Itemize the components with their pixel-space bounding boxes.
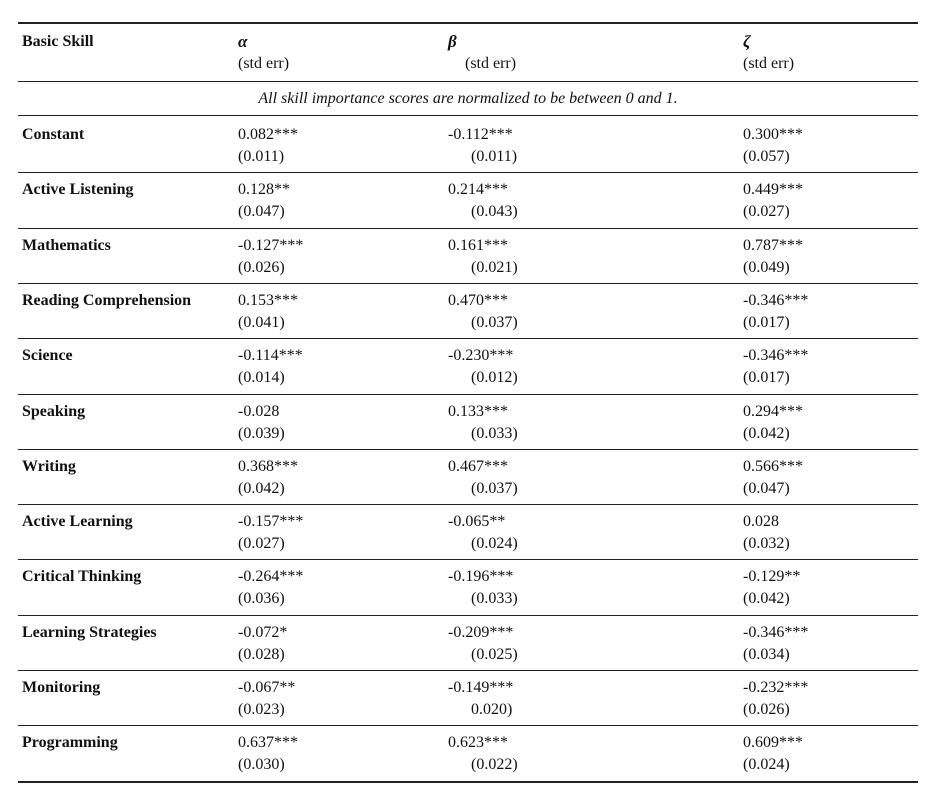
beta-std-err: (0.033) xyxy=(471,424,518,442)
alpha-coefficient: -0.127*** xyxy=(238,236,304,254)
beta-std-err: (0.012) xyxy=(471,369,518,387)
row-rule xyxy=(18,725,918,726)
zeta-coefficient: 0.294*** xyxy=(743,402,803,420)
zeta-std-err: (0.017) xyxy=(743,313,790,331)
beta-std-err: (0.021) xyxy=(471,258,518,276)
zeta-coefficient: 0.300*** xyxy=(743,126,803,143)
zeta-coefficient: -0.346*** xyxy=(743,347,809,365)
zeta-coefficient: -0.232*** xyxy=(743,679,809,696)
zeta-coefficient: -0.129** xyxy=(743,568,801,586)
zeta-std-err: (0.042) xyxy=(743,424,790,442)
header-zeta: ζ xyxy=(743,32,751,51)
zeta-coefficient: -0.346*** xyxy=(743,291,809,309)
alpha-coefficient: -0.028 xyxy=(238,402,280,420)
beta-coefficient: 0.467*** xyxy=(448,457,508,475)
row-rule xyxy=(18,338,918,339)
zeta-coefficient: 0.028 xyxy=(743,513,779,531)
header-beta: β xyxy=(448,32,457,51)
header-beta-stderr: (std err) xyxy=(465,55,517,72)
bottom-rule xyxy=(18,781,918,783)
row-rule xyxy=(18,504,918,505)
row-rule xyxy=(18,228,918,229)
alpha-std-err: (0.030) xyxy=(238,756,285,774)
row-rule xyxy=(18,394,918,395)
header-zeta-stderr: (std err) xyxy=(743,55,795,72)
beta-std-err: (0.011) xyxy=(471,148,518,165)
beta-coefficient: -0.230*** xyxy=(448,347,514,365)
zeta-std-err: (0.017) xyxy=(743,369,790,387)
beta-coefficient: 0.623*** xyxy=(448,734,508,752)
row-rule xyxy=(18,172,918,173)
skill-name: Monitoring xyxy=(22,679,101,696)
beta-std-err: (0.024) xyxy=(471,535,518,553)
alpha-coefficient: -0.067** xyxy=(238,679,296,696)
note-rule xyxy=(18,115,918,116)
alpha-coefficient: 0.153*** xyxy=(238,291,298,309)
beta-std-err: 0.020) xyxy=(471,701,513,718)
alpha-std-err: (0.023) xyxy=(238,701,285,718)
alpha-std-err: (0.041) xyxy=(238,313,285,331)
alpha-std-err: (0.011) xyxy=(238,148,285,165)
beta-coefficient: -0.112*** xyxy=(448,126,513,143)
header-alpha: α xyxy=(238,32,248,51)
top-rule xyxy=(18,22,918,24)
alpha-std-err: (0.014) xyxy=(238,369,285,387)
header-rule xyxy=(18,81,918,82)
skill-name: Science xyxy=(22,347,73,365)
zeta-std-err: (0.042) xyxy=(743,590,790,608)
skill-name: Reading Comprehension xyxy=(22,291,192,309)
alpha-std-err: (0.028) xyxy=(238,645,285,663)
alpha-coefficient: -0.264*** xyxy=(238,568,304,586)
alpha-std-err: (0.036) xyxy=(238,590,285,608)
header-alpha-stderr: (std err) xyxy=(238,55,290,72)
zeta-std-err: (0.024) xyxy=(743,756,790,774)
alpha-coefficient: 0.637*** xyxy=(238,734,298,752)
zeta-std-err: (0.049) xyxy=(743,258,790,276)
zeta-std-err: (0.027) xyxy=(743,203,790,221)
alpha-std-err: (0.042) xyxy=(238,479,285,497)
row-rule xyxy=(18,449,918,450)
beta-coefficient: 0.214*** xyxy=(448,181,508,199)
alpha-coefficient: -0.114*** xyxy=(238,347,303,365)
alpha-std-err: (0.026) xyxy=(238,258,285,276)
alpha-coefficient: -0.157*** xyxy=(238,513,304,531)
beta-coefficient: -0.149*** xyxy=(448,679,514,696)
zeta-coefficient: 0.566*** xyxy=(743,457,803,475)
row-rule xyxy=(18,559,918,560)
skill-name: Mathematics xyxy=(22,236,111,254)
alpha-coefficient: 0.368*** xyxy=(238,457,298,475)
row-rule xyxy=(18,615,918,616)
skill-name: Speaking xyxy=(22,402,86,420)
alpha-std-err: (0.047) xyxy=(238,203,285,221)
zeta-coefficient: -0.346*** xyxy=(743,623,809,641)
zeta-std-err: (0.026) xyxy=(743,701,790,718)
beta-std-err: (0.025) xyxy=(471,645,518,663)
beta-std-err: (0.033) xyxy=(471,590,518,608)
beta-coefficient: -0.196*** xyxy=(448,568,514,586)
alpha-std-err: (0.039) xyxy=(238,424,285,442)
beta-std-err: (0.037) xyxy=(471,313,518,331)
zeta-std-err: (0.032) xyxy=(743,535,790,553)
beta-coefficient: -0.209*** xyxy=(448,623,514,641)
beta-coefficient: 0.161*** xyxy=(448,236,508,254)
zeta-std-err: (0.057) xyxy=(743,148,790,165)
zeta-std-err: (0.034) xyxy=(743,645,790,663)
alpha-std-err: (0.027) xyxy=(238,535,285,553)
alpha-coefficient: 0.128** xyxy=(238,181,290,199)
alpha-coefficient: 0.082*** xyxy=(238,126,298,143)
zeta-std-err: (0.047) xyxy=(743,479,790,497)
skill-name: Active Listening xyxy=(22,181,134,199)
header-basic-skill: Basic Skill xyxy=(22,33,94,50)
skill-name: Active Learning xyxy=(22,513,133,531)
beta-coefficient: 0.133*** xyxy=(448,402,508,420)
row-rule xyxy=(18,283,918,284)
beta-std-err: (0.043) xyxy=(471,203,518,221)
skill-name: Learning Strategies xyxy=(22,623,157,641)
zeta-coefficient: 0.787*** xyxy=(743,236,803,254)
beta-coefficient: 0.470*** xyxy=(448,291,508,309)
beta-std-err: (0.037) xyxy=(471,479,518,497)
alpha-coefficient: -0.072* xyxy=(238,623,288,641)
zeta-coefficient: 0.609*** xyxy=(743,734,803,752)
zeta-coefficient: 0.449*** xyxy=(743,181,803,199)
skill-name: Writing xyxy=(22,457,76,475)
normalization-note: All skill importance scores are normalized to be between 0 and 1. xyxy=(258,90,678,107)
skill-name: Programming xyxy=(22,734,118,752)
skill-name: Constant xyxy=(22,126,85,143)
skill-name: Critical Thinking xyxy=(22,568,142,586)
row-rule xyxy=(18,670,918,671)
beta-coefficient: -0.065** xyxy=(448,513,506,531)
beta-std-err: (0.022) xyxy=(471,756,518,774)
